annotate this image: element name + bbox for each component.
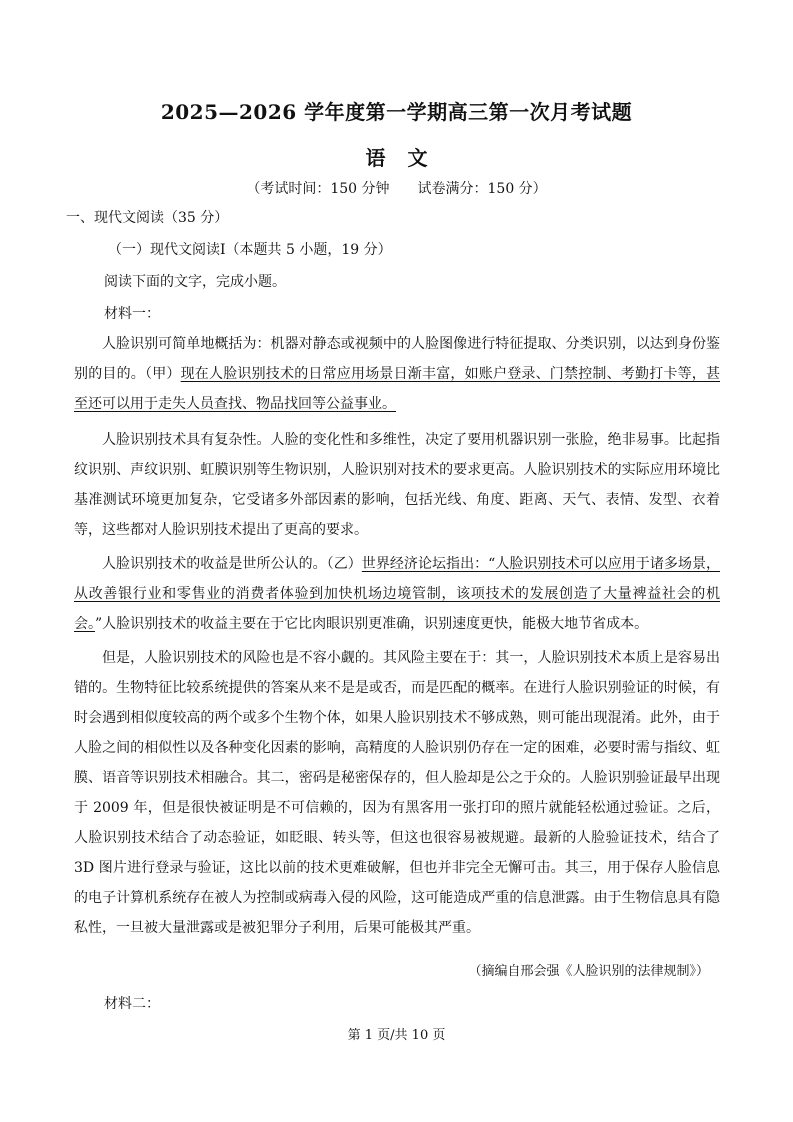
underlined-sentence-yi: 世界经济论坛指出：“人脸识别技术可以应用于诸多场景，从改善银行业和零售业的消费者体验到加快机场边境管制，该项技术的发展创造了大量裨益社会的机会。 [74,556,721,632]
underlined-sentence-jia: 现在人脸识别技术的日常应用场景日渐丰富，如账户登录、门禁控制、考勤打卡等，甚至还可以用于走失人员查找、物品找回等公益事业。 [74,366,721,412]
paragraph-1-text: 人脸识别可简单地概括为：机器对静态或视频中的人脸图像进行特征提取、分类识别，以达到身份鉴别的目的。（甲） [74,336,720,382]
exam-title: 2025—2026 学年度第一学期高三第一次月考试题 [160,100,633,124]
exam-info: （考试时间：150 分钟 试卷满分：150 分） [246,181,547,197]
paragraph-3-text: 人脸识别技术的收益是世所公认的。（乙） [102,556,362,572]
sub-section-heading: （一）现代文阅读Ⅰ（本题共 5 小题，19 分） [108,242,392,258]
paragraph-3-rest: ”人脸识别技术的收益主要在于它比肉眼识别更准确，识别速度更快，能极大地节省成本。 [95,616,649,632]
page-footer: 第 1 页/共 10 页 [347,1028,446,1043]
section-heading: 一、现代文阅读（35 分） [66,210,229,226]
paragraph-1 [74,329,720,419]
paragraph-2: 人脸识别技术具有复杂性。人脸的变化性和多维性，决定了要用机器识别一张脸，绝非易事。比起指纹识别、声纹识别、虹膜识别等生物识别，人脸识别对技术的要求更高。人脸识别技术的实际应用环境比基准测试环境更加复杂，它受诸多外部因素的影响，包括光线、角度、距离、天气、表情、发型、衣着等，这些都对人脸识别技术提出了更高的要求。 [74,432,720,538]
paragraph-3 [74,549,720,639]
material-one-label: 材料一： [104,306,160,322]
reading-instruction: 阅读下面的文字，完成小题。 [104,274,286,290]
source-citation: （摘编自邢会强《人脸识别的法律规制》） [468,964,709,979]
subject-title: 语文 [365,146,450,170]
paragraph-4: 但是，人脸识别技术的风险也是不容小觑的。其风险主要在于：其一，人脸识别技术本质上是容易出错的。生物特征比较系统提供的答案从来不是是或否，而是匹配的概率。在进行人脸识别验证的时候，有时会遇到相似度较高的两个或多个生物个体，如果人脸识别技术不够成熟，则可能出现混淆。此外，由于人脸之间的相似性以及各种变化因素的影响，高精度的人脸识别仍存在一定的困难，必要时需与指纹、虹膜、语音等识别技术相融合。其二，密码是秘密保存的，但人脸却是公之于众的。人脸识别验证最早出现于 2009 年，但是很快被证明是不可信赖的，因为有黑客用一张打印的照片就能轻松通过验证。之后，人脸识别技术结合了动态验证，如眨眼、转头等，但这也很容易被规避。最新的人脸验证技术，结合了 3D 图片进行登录与验证，这比以前的技术更难破解，但也并非完全无懈可击。其三，用于保存人脸信息的电子计算机系统存在被人为控制或病毒入侵的风险，这可能造成严重的信息泄露。由于生物信息具有隐私性，一旦被大量泄露或是被犯罪分子利用，后果可能极其严重。 [74,650,720,936]
material-two-label: 材料二： [104,996,160,1012]
